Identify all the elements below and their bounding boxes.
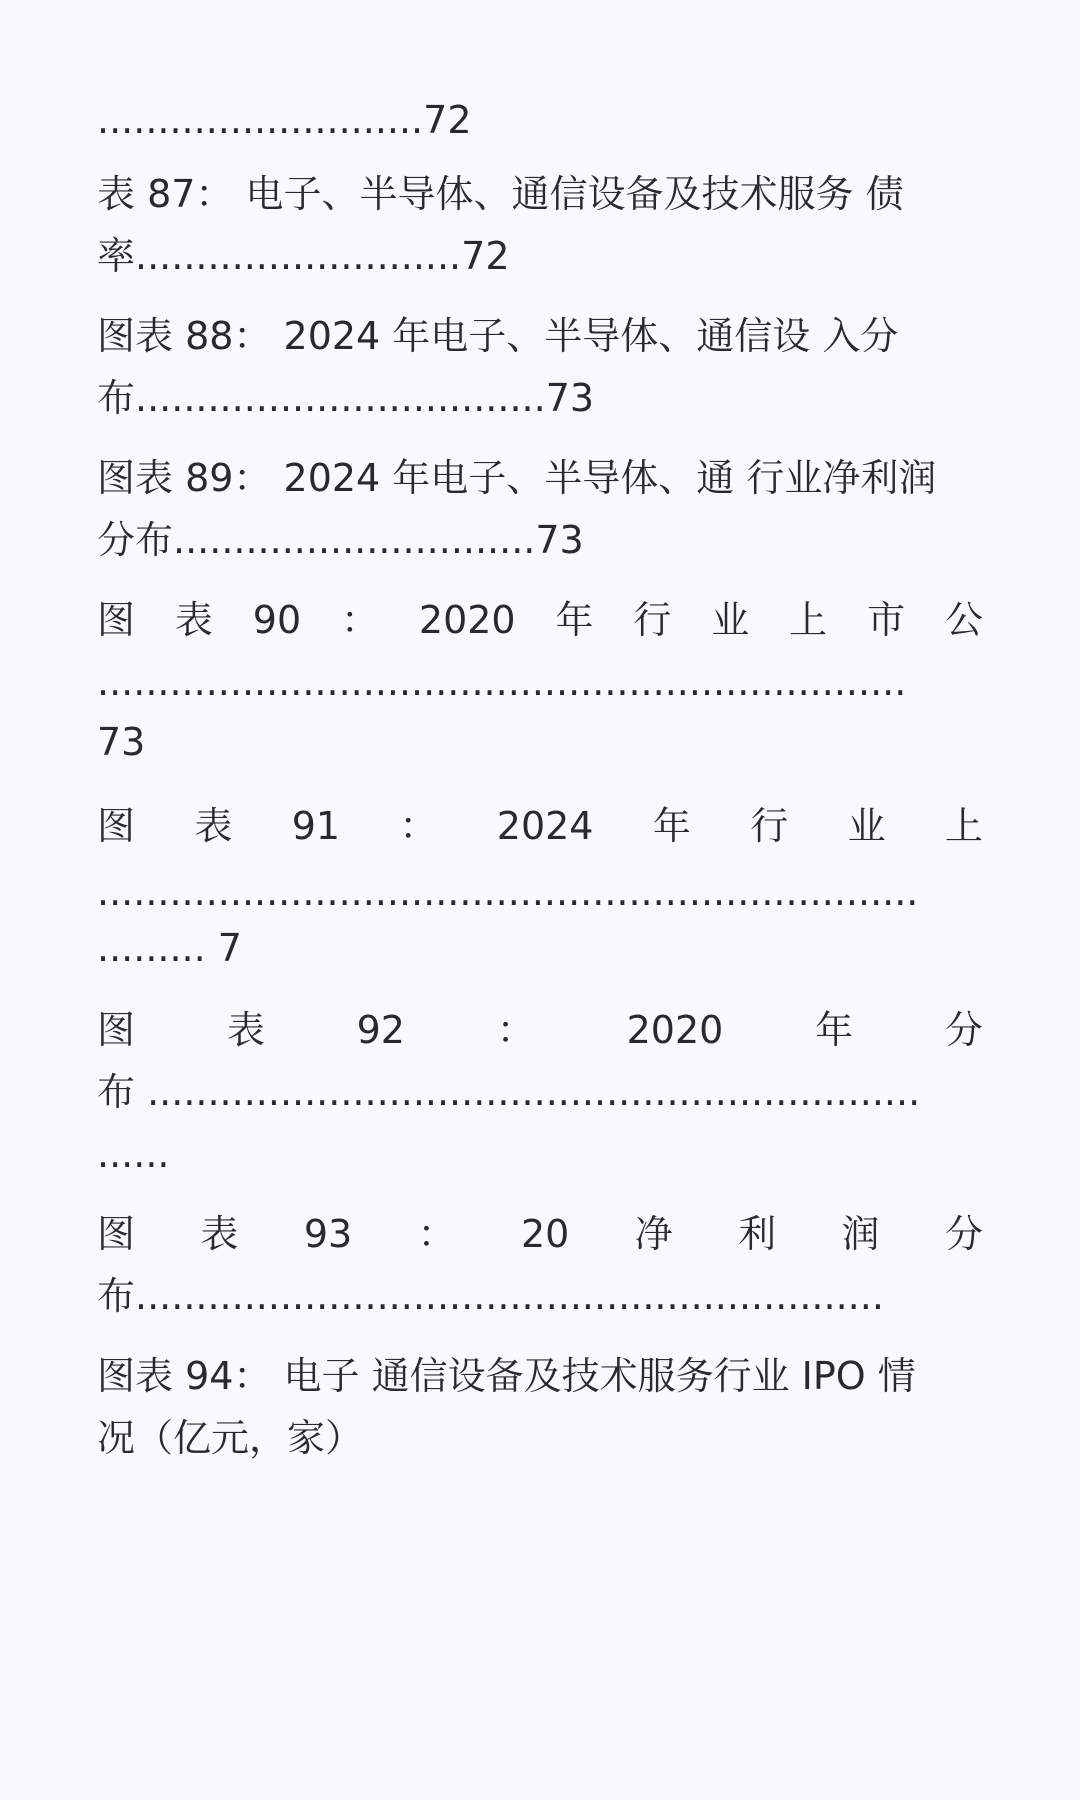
- toc-token: 市: [867, 598, 906, 642]
- toc-token: 90: [252, 598, 302, 642]
- toc-entry-line: 表 87： 电子、半导体、通信设备及技术服务 债: [97, 172, 904, 216]
- toc-entry-heading-justified: [97, 1004, 983, 1056]
- toc-token: ：: [399, 804, 438, 848]
- toc-token: 图: [97, 598, 136, 642]
- toc-token: 净: [634, 1212, 673, 1256]
- toc-entry-line: ......... 7: [97, 926, 242, 970]
- toc-token: 表: [194, 804, 233, 848]
- toc-token: 2024: [496, 804, 594, 848]
- toc-entry-line: 布..............................................................: [97, 1274, 884, 1318]
- toc-token: 分: [944, 1008, 983, 1052]
- toc-token: ：: [341, 598, 380, 642]
- toc-token: 年: [555, 598, 594, 642]
- toc-entry-line: 率...........................72: [97, 234, 510, 278]
- toc-token: 图: [97, 804, 136, 848]
- toc-entry-line: ....................................................................: [97, 870, 919, 914]
- toc-entry-line: 73: [97, 720, 146, 764]
- toc-token: 年: [815, 1008, 854, 1052]
- toc-token: 行: [750, 804, 789, 848]
- toc-entry-line: ...........................72: [97, 98, 472, 142]
- toc-entry-heading-justified: [97, 594, 983, 646]
- toc-token: 分: [944, 1212, 983, 1256]
- toc-token: 图: [97, 1212, 136, 1256]
- toc-token: 年: [652, 804, 691, 848]
- toc-entry-line: 图表 89： 2024 年电子、半导体、通 行业净利润: [97, 456, 937, 500]
- toc-token: 20: [520, 1212, 570, 1256]
- toc-token: ：: [496, 1008, 535, 1052]
- toc-entry-line: 分布..............................73: [97, 518, 584, 562]
- toc-token: 91: [291, 804, 341, 848]
- toc-entry-heading-justified: [97, 1208, 983, 1260]
- toc-token: 上: [789, 598, 828, 642]
- toc-token: 2020: [626, 1008, 724, 1052]
- toc-token: 表: [200, 1212, 239, 1256]
- toc-token: 润: [841, 1212, 880, 1256]
- toc-token: 93: [303, 1212, 353, 1256]
- toc-entry-line: 布 ................................................................: [97, 1070, 921, 1114]
- toc-token: 公: [944, 598, 983, 642]
- toc-entry-line: 图表 88： 2024 年电子、半导体、通信设 入分: [97, 314, 899, 358]
- toc-token: ：: [417, 1212, 456, 1256]
- toc-entry-line: 布..................................73: [97, 376, 595, 420]
- toc-entry-line: ......: [97, 1132, 170, 1176]
- toc-token: 表: [174, 598, 213, 642]
- toc-token: 92: [356, 1008, 405, 1052]
- toc-token: 表: [226, 1008, 265, 1052]
- toc-token: 业: [711, 598, 750, 642]
- toc-token: 上: [944, 804, 983, 848]
- toc-token: 行: [633, 598, 672, 642]
- toc-entry-line: 图表 94： 电子 通信设备及技术服务行业 IPO 情: [97, 1354, 916, 1398]
- toc-token: 2020: [418, 598, 516, 642]
- toc-entry-heading-justified: [97, 800, 983, 852]
- toc-entry-line: ...................................................................: [97, 660, 907, 704]
- toc-entry-line: 况（亿元，家）: [97, 1416, 364, 1460]
- toc-token: 利: [738, 1212, 777, 1256]
- toc-token: 业: [847, 804, 886, 848]
- toc-token: 图: [97, 1008, 136, 1052]
